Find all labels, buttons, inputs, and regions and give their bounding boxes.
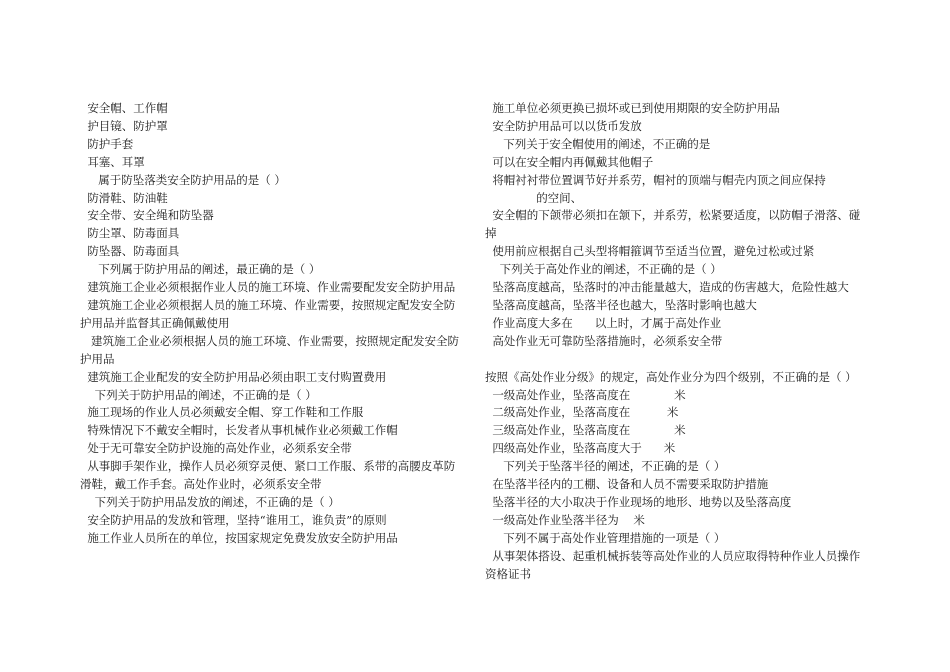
text-line: 耳塞、耳罩	[80, 154, 145, 169]
left-column	[80, 100, 465, 548]
text-line: 建筑施工企业配发的安全防护用品必须由职工支付购置费用	[80, 369, 387, 384]
text-line: 下列不属于高处作业管理措施的一项是（ ）	[485, 530, 726, 545]
text-line: 防护手套	[80, 136, 134, 151]
text-line: 将帽衬衬带位置调节好并系劳，帽衬的顶端与帽壳内顶之间应保持	[485, 172, 826, 187]
text-line: 防尘罩、防毒面具	[80, 226, 180, 241]
text-line: 下列属于防护用品的阐述，最正确的是（ ）	[80, 262, 321, 277]
text-line: 四级高处作业，坠落高度大于 米	[485, 441, 676, 456]
text-line: 护目镜、防护罩	[80, 118, 168, 133]
text-line: 施工现场的作业人员必须戴安全帽、穿工作鞋和工作服	[80, 405, 364, 420]
text-line: 建筑施工企业必须根据作业人员的施工环境、作业需要配发安全防护用品	[80, 280, 456, 295]
text-line: 在坠落半径内的工棚、设备和人员不需要采取防护措施	[485, 477, 769, 492]
text-line: 安全防护用品的发放和管理，坚持“谁用工，谁负责”的原则	[80, 512, 387, 527]
text-line: 建筑施工企业必须根据人员的施工环境、作业需要，按照规定配发安全防护用品	[80, 333, 459, 366]
text-line: 下列关于坠落半径的阐述，不正确的是（ ）	[485, 459, 726, 474]
text-line: 防滑鞋、防油鞋	[80, 190, 168, 205]
text-line: 高处作业无可靠防坠落措施时，必须系安全带	[485, 333, 723, 348]
right-column	[485, 100, 870, 583]
text-line: 作业高度大多在 以上时，才属于高处作业	[485, 315, 722, 330]
text-line: 一级高处作业，坠落高度在 米	[485, 387, 686, 402]
text-line: 二级高处作业，坠落高度在 米	[485, 405, 679, 420]
text-line: 安全带、安全绳和防坠器	[80, 208, 214, 223]
text-line: 属于防坠落类安全防护用品的是（ ）	[80, 172, 286, 187]
text-line: 坠落高度越高，坠落时的冲击能量越大，造成的伤害越大，危险性越大	[485, 280, 849, 295]
text-line: 按照《高处作业分级》的规定，高处作业分为四个级别，不正确的是（ ）	[485, 351, 857, 384]
text-line: 施工作业人员所在的单位，按国家规定免费发放安全防护用品	[80, 530, 398, 545]
text-line: 一级高处作业坠落半径为 米	[485, 512, 645, 527]
text-line: 下列关于防护用品发放的阐述，不正确的是（ ）	[80, 494, 340, 509]
text-line: 可以在安全帽内再佩戴其他帽子	[485, 154, 654, 169]
text-line: 下列关于安全帽使用的阐述，不正确的是	[485, 136, 711, 151]
text-line: 下列关于防护用品的阐述，不正确的是（ ）	[80, 387, 317, 402]
text-line: 防坠器、防毒面具	[80, 244, 180, 259]
text-line: 安全帽的下颌带必须扣在颔下，并系劳，松紧要适度，以防帽子滑落、碰掉	[485, 208, 861, 241]
text-line: 特殊情况下不戴安全帽时，长发者从事机械作业必须戴工作帽	[80, 423, 398, 438]
text-line: 建筑施工企业必须根据人员的施工环境、作业需要，按照规定配发安全防护用品并监督其正确佩戴使用	[80, 297, 456, 330]
text-line: 三级高处作业，坠落高度在 米	[485, 423, 686, 438]
text-line: 下列关于高处作业的阐述，不正确的是（ ）	[485, 262, 722, 277]
text-line: 坠落半径的大小取决于作业现场的地形、地势以及坠落高度	[485, 494, 792, 509]
text-line: 安全防护用品可以以货币发放	[485, 118, 642, 133]
text-line: 处于无可靠安全防护设施的高处作业，必须系安全带	[80, 441, 352, 456]
text-line: 从事架体搭设、起重机械拆装等高处作业的人员应取得特种作业人员操作资格证书	[485, 548, 861, 581]
text-line: 的空间、	[485, 190, 583, 205]
text-line: 坠落高度越高，坠落半径也越大，坠落时影响也越大	[485, 297, 757, 312]
text-line: 安全帽、工作帽	[80, 101, 168, 115]
text-line: 使用前应根据自己头型将帽箍调节至适当位置，避免过松或过紧	[485, 244, 815, 259]
text-line: 从事脚手架作业，操作人员必须穿灵便、紧口工作服、系带的高腰皮革防滑鞋，戴工作手套。高处作业时，必须系安全带	[80, 459, 456, 492]
text-line: 施工单位必须更换已损坏或已到使用期限的安全防护用品	[485, 101, 780, 115]
